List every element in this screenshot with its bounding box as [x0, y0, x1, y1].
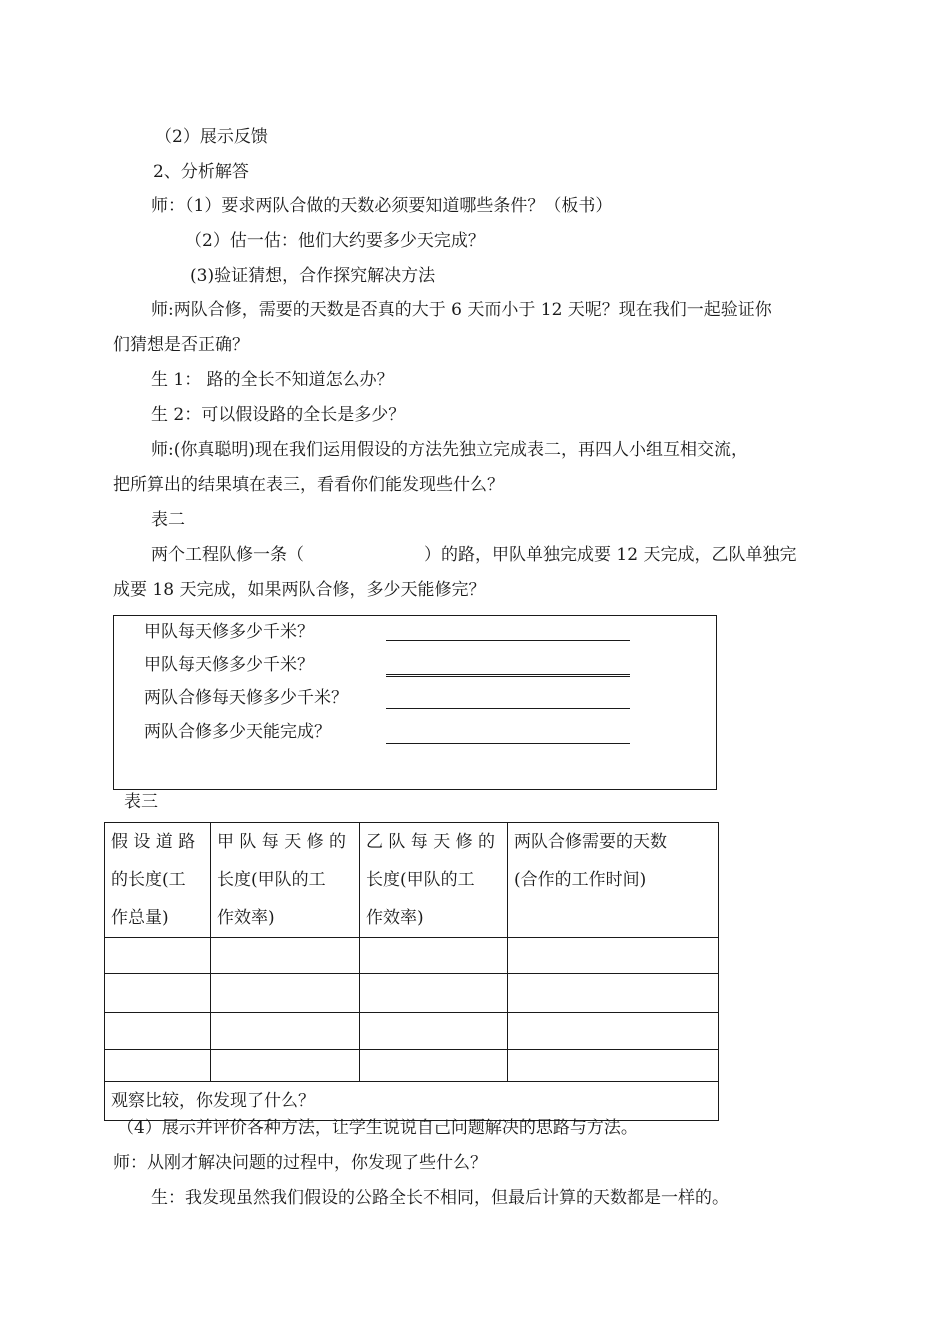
text-line-teacher-assume-cont: 把所算出的结果填在表三，看看你们能发现些什么？ — [113, 475, 504, 495]
table3-header-days — [508, 823, 719, 938]
table3-cell[interactable] — [105, 1050, 211, 1082]
table3-header-team-a — [211, 823, 360, 938]
header-line: 长度(甲队的工 — [366, 870, 475, 890]
header-line: 乙 队 每 天 修 的 — [366, 832, 496, 852]
table3-header-team-b — [360, 823, 508, 938]
text-line-student-discover: 生：我发现虽然我们假设的公路全长不相同，但最后计算的天数都是一样的。 — [151, 1188, 729, 1208]
header-line: 两队合修需要的天数 — [514, 832, 667, 852]
table2-row-label: 两队合修每天修多少千米？ — [144, 688, 348, 708]
table3-cell[interactable] — [105, 938, 211, 974]
table3-cell[interactable] — [508, 974, 719, 1013]
table3-cell[interactable] — [360, 974, 508, 1013]
header-line: 假 设 道 路 — [111, 832, 196, 852]
table3-cell[interactable] — [105, 974, 211, 1013]
answer-underline — [386, 708, 630, 709]
table2-row-label: 甲队每天修多少千米？ — [144, 655, 314, 675]
text-line-teacher-discover: 师：从刚才解决问题的过程中，你发现了些什么？ — [113, 1153, 487, 1173]
header-line: 甲 队 每 天 修 的 — [217, 832, 347, 852]
header-line: 作效率) — [217, 908, 275, 928]
header-line: (合作的工作时间) — [514, 870, 647, 890]
table3-header-length — [105, 823, 211, 938]
table3-caption: 表三 — [124, 792, 158, 812]
table2-row-label: 两队合修多少天能完成？ — [144, 722, 331, 742]
problem-part-a: 两个工程队修一条（ — [151, 545, 304, 565]
text-line-show-methods: （4）展示并评价各种方法，让学生说说自己问题解决的思路与方法。 — [117, 1118, 638, 1138]
header-line: 长度(甲队的工 — [217, 870, 326, 890]
header-line: 作总量) — [111, 908, 169, 928]
table3-row — [105, 1050, 719, 1082]
table3-cell[interactable] — [211, 1050, 360, 1082]
table2-row-label: 甲队每天修多少千米？ — [144, 622, 314, 642]
table3-cell[interactable] — [360, 938, 508, 974]
problem-part-b: ）的路，甲队单独完成要 12 天完成，乙队单独完 — [424, 545, 797, 565]
table3-cell[interactable] — [105, 1013, 211, 1050]
header-line: 作效率) — [366, 908, 424, 928]
text-line-student1: 生 1： 路的全长不知道怎么办？ — [151, 370, 394, 390]
table3-row — [105, 974, 719, 1013]
text-line-teacher-verify: 师:两队合修，需要的天数是否真的大于 6 天而小于 12 天呢？现在我们一起验证你 — [151, 300, 772, 320]
answer-underline — [386, 743, 630, 744]
text-line-estimate: （2）估一估：他们大约要多少天完成？ — [185, 231, 485, 251]
answer-underline — [386, 674, 630, 677]
header-line: 的长度(工 — [111, 870, 186, 890]
answer-underline — [386, 640, 630, 641]
text-line-student2: 生 2：可以假设路的全长是多少？ — [151, 405, 406, 425]
table2-box — [113, 615, 717, 790]
table3-cell[interactable] — [211, 938, 360, 974]
text-line-teacher-assume: 师:(你真聪明)现在我们运用假设的方法先独立完成表二，再四人小组互相交流， — [151, 440, 748, 460]
table3-footer: 观察比较，你发现了什么？ — [105, 1082, 719, 1121]
table3 — [104, 822, 719, 1121]
table3-cell[interactable] — [508, 1050, 719, 1082]
table3-row — [105, 1013, 719, 1050]
table3-cell[interactable] — [360, 1050, 508, 1082]
table3-cell[interactable] — [211, 974, 360, 1013]
text-line-problem — [151, 543, 796, 567]
table3-footer-row — [105, 1082, 719, 1121]
table2-caption: 表二 — [151, 510, 185, 530]
table3-cell[interactable] — [360, 1013, 508, 1050]
text-line-teacher-verify-cont: 们猜想是否正确？ — [113, 335, 249, 355]
table3-cell[interactable] — [508, 1013, 719, 1050]
table3-header-row — [105, 823, 719, 938]
text-line-teacher-q1: 师：（1）要求两队合做的天数必须要知道哪些条件？（板书） — [151, 196, 613, 216]
text-line-problem-cont: 成要 18 天完成，如果两队合修，多少天能修完？ — [113, 580, 486, 600]
table3-cell[interactable] — [508, 938, 719, 974]
table3-cell[interactable] — [211, 1013, 360, 1050]
table3-row — [105, 938, 719, 974]
text-line-show-feedback: （2）展示反馈 — [155, 127, 268, 147]
text-line-analysis-heading: 2、分析解答 — [153, 162, 249, 182]
text-line-verify: (3)验证猜想，合作探究解决方法 — [190, 266, 436, 286]
